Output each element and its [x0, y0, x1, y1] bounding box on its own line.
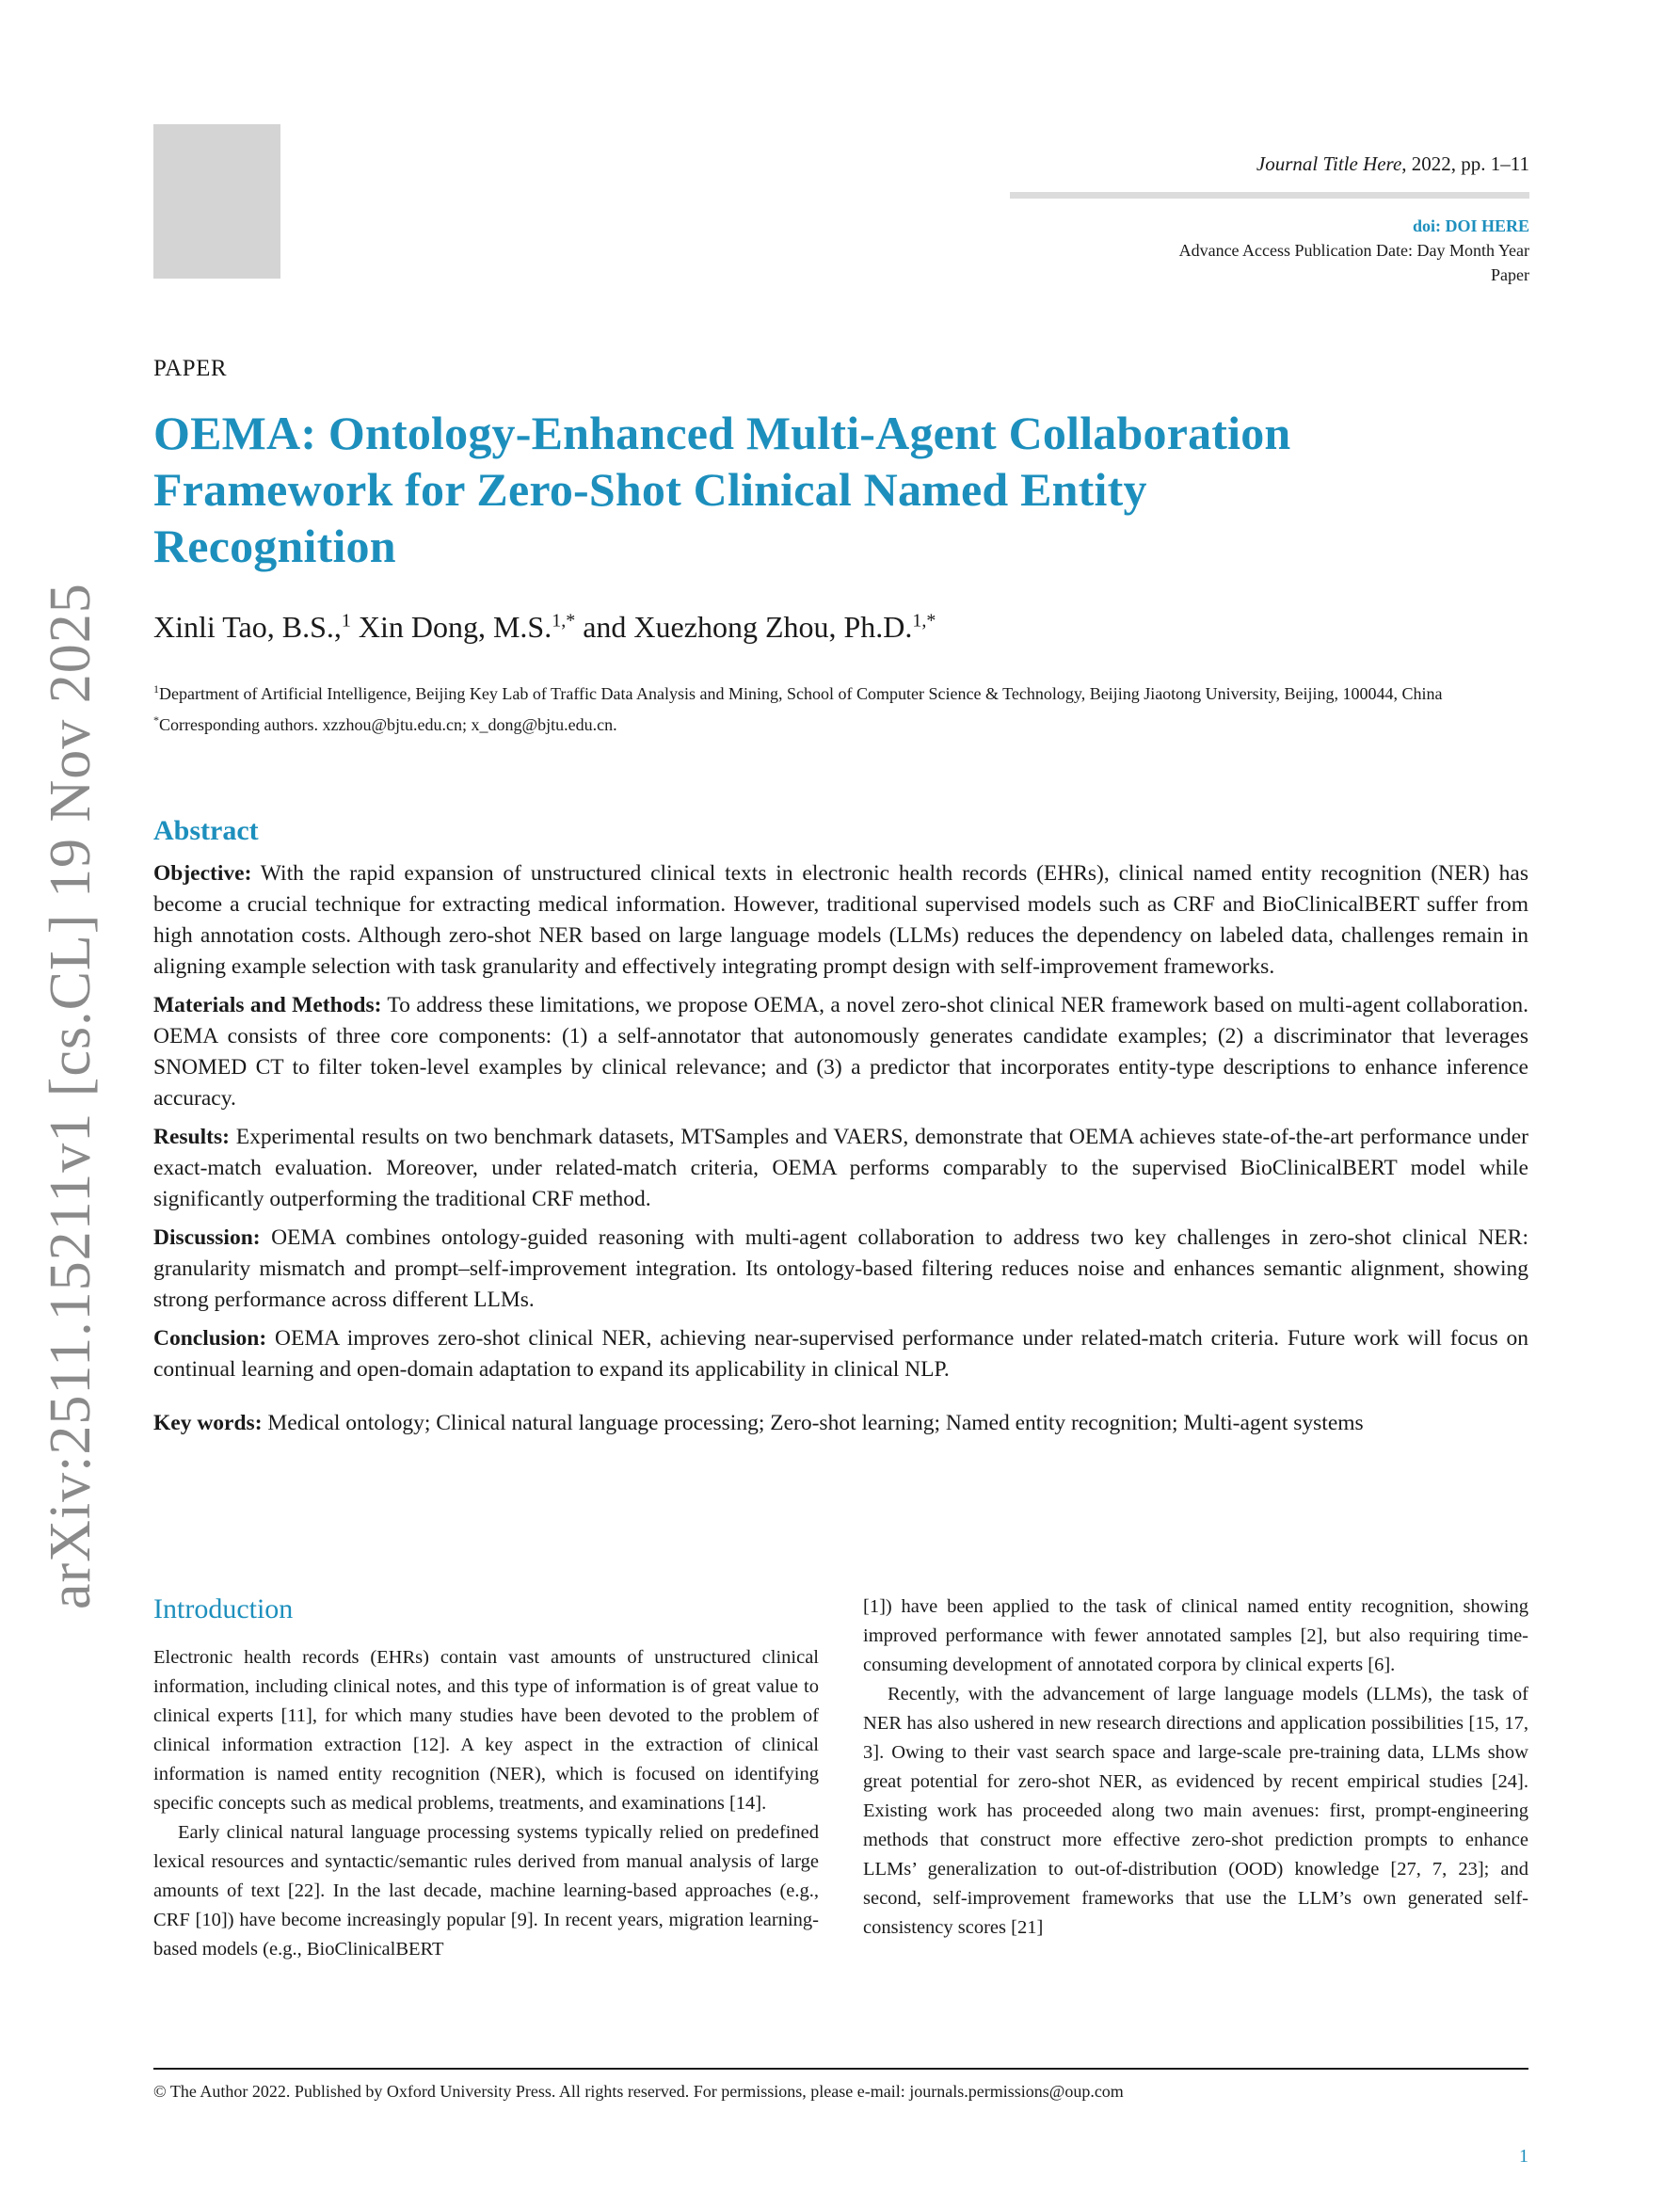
body-paragraph: [1]) have been applied to the task of clinical named entity recognition, showing improved performance with fewer annotated samples [2], but also requiring time-consuming development of annotated corpora by clinical experts [6].	[863, 1596, 1528, 1675]
paper-label: PAPER	[153, 356, 228, 381]
affiliations	[153, 676, 1537, 738]
abstract-discussion: Discussion: OEMA combines ontology-guided reasoning with multi-agent collaboration to address two key challenges in zero-shot clinical NER: granularity mismatch and prompt–self-improvement integration. Its ontology-based filtering reduces noise and enhances semantic alignment, showing strong performance across different LLMs.	[153, 1225, 1528, 1312]
abstract-methods: Materials and Methods: To address these limitations, we propose OEMA, a novel zero-shot clinical NER framework based on multi-agent collaboration. OEMA consists of three core components: (1) a self-annotator that autonomously generates candidate examples; (2) a discriminator that leverages SNOMED CT to filter token-level examples by clinical relevance; and (3) a predictor that incorporates entity-type descriptions to enhance inference accuracy.	[153, 993, 1529, 1111]
affiliation-line: $^1$Department of Artificial Intelligence, Beijing Key Lab of Traffic Data Analysis and Mining, School of Computer Science & Technology, Beijing Jiaotong University, Beijing, 100044, China	[153, 682, 1443, 703]
page-number: 1	[1519, 2146, 1528, 2167]
corresponding-authors: *Corresponding authors. xzzhou@bjtu.edu.cn; x_dong@bjtu.edu.cn.	[153, 713, 617, 734]
abstract-heading: Abstract	[153, 815, 259, 846]
copyright-notice: © The Author 2022. Published by Oxford University Press. All rights reserved. For permissions, please e-mail: journals.permissions@oup.com	[153, 2082, 1124, 2101]
keywords: Key words: Medical ontology; Clinical natural language processing; Zero-shot learning; Named entity recognition; Multi-agent systems	[153, 1411, 1364, 1435]
author-affiliation-mark: 1,*	[912, 610, 936, 632]
author-affiliation-mark: 1	[341, 610, 351, 632]
journal-logo-placeholder	[153, 124, 280, 279]
body-column-left	[153, 1592, 819, 1964]
doi-link[interactable]: doi: DOI HERE	[1412, 216, 1529, 235]
publication-date: Advance Access Publication Date: Day Month Year	[1178, 241, 1529, 260]
introduction-heading: Introduction	[153, 1593, 294, 1624]
author-name: Xinli Tao, B.S.,	[153, 610, 342, 644]
journal-year-pages: , 2022, pp. 1–11	[1401, 152, 1529, 175]
journal-header	[1002, 151, 1529, 287]
abstract-objective: Objective: With the rapid expansion of unstructured clinical texts in electronic health records (EHRs), clinical named entity recognition (NER) has become a crucial technique for extracting medical information. However, traditional supervised models such as CRF and BioClinicalBERT suffer from high annotation costs. Although zero-shot NER based on large language models (LLMs) reduces the dependency on labeled data, challenges remain in aligning example selection with task granularity and effectively integrating prompt design with self-improvement frameworks.	[153, 861, 1528, 979]
arxiv-identifier-stamp: arXiv:2511.15211v1 [cs.CL] 19 Nov 2025	[39, 583, 103, 1609]
body-paragraph: Early clinical natural language processing systems typically relied on predefined lexical resources and syntactic/semantic rules derived from manual analysis of large amounts of text [22]. In the last decade, machine learning-based approaches (e.g., CRF [10]) have become increasingly popular [9]. In recent years, migration learning-based models (e.g., BioClinicalBERT	[153, 1822, 819, 1960]
body-column-right	[863, 1592, 1528, 1943]
footer-divider	[153, 2068, 1528, 2070]
header-divider	[1010, 192, 1529, 199]
journal-citation	[1002, 151, 1529, 177]
body-paragraph: Electronic health records (EHRs) contain vast amounts of unstructured clinical information, including clinical notes, and this type of information is of great value to clinical experts [11], for which many studies have been devoted to the problem of clinical information extraction [12]. A key aspect in the extraction of clinical information is named entity recognition (NER), which is focused on identifying specific concepts such as medical problems, treatments, and examinations [14].	[153, 1647, 819, 1814]
abstract-conclusion: Conclusion: OEMA improves zero-shot clinical NER, achieving near-supervised performance under related-match criteria. Future work will focus on continual learning and open-domain adaptation to expand its applicability in clinical NLP.	[153, 1326, 1528, 1382]
author-name: Xin Dong, M.S.	[350, 610, 552, 644]
author-name: and Xuezhong Zhou, Ph.D.	[575, 610, 913, 644]
author-list	[153, 610, 936, 645]
body-paragraph: Recently, with the advancement of large language models (LLMs), the task of NER has also ushered in new research directions and application possibilities [15, 17, 3]. Owing to their vast search space and large-scale pre-training data, LLMs show great potential for zero-shot NER, as evidenced by recent empirical studies [24]. Existing work has proceeded along two main avenues: first, prompt-engineering methods that construct more effective zero-shot prediction prompts to enhance LLMs’ generalization to out-of-distribution (OOD) knowledge [27, 7, 23]; and second, self-improvement frameworks that use the LLM’s own generated self-consistency scores [21]	[863, 1684, 1528, 1938]
author-affiliation-mark: 1,*	[552, 610, 576, 632]
abstract-results: Results: Experimental results on two benchmark datasets, MTSamples and VAERS, demonstrate that OEMA achieves state-of-the-art performance under exact-match evaluation. Moreover, under related-match criteria, OEMA performs comparably to the supervised BioClinicalBERT model while significantly outperforming the traditional CRF method.	[153, 1125, 1528, 1211]
paper-title: OEMA: Ontology-Enhanced Multi-Agent Collaboration Framework for Zero-Shot Clinical Named Entity Recognition	[153, 407, 1291, 572]
journal-title: Journal Title Here	[1256, 152, 1402, 175]
paper-type: Paper	[1491, 265, 1529, 284]
abstract-body	[153, 858, 1528, 1447]
